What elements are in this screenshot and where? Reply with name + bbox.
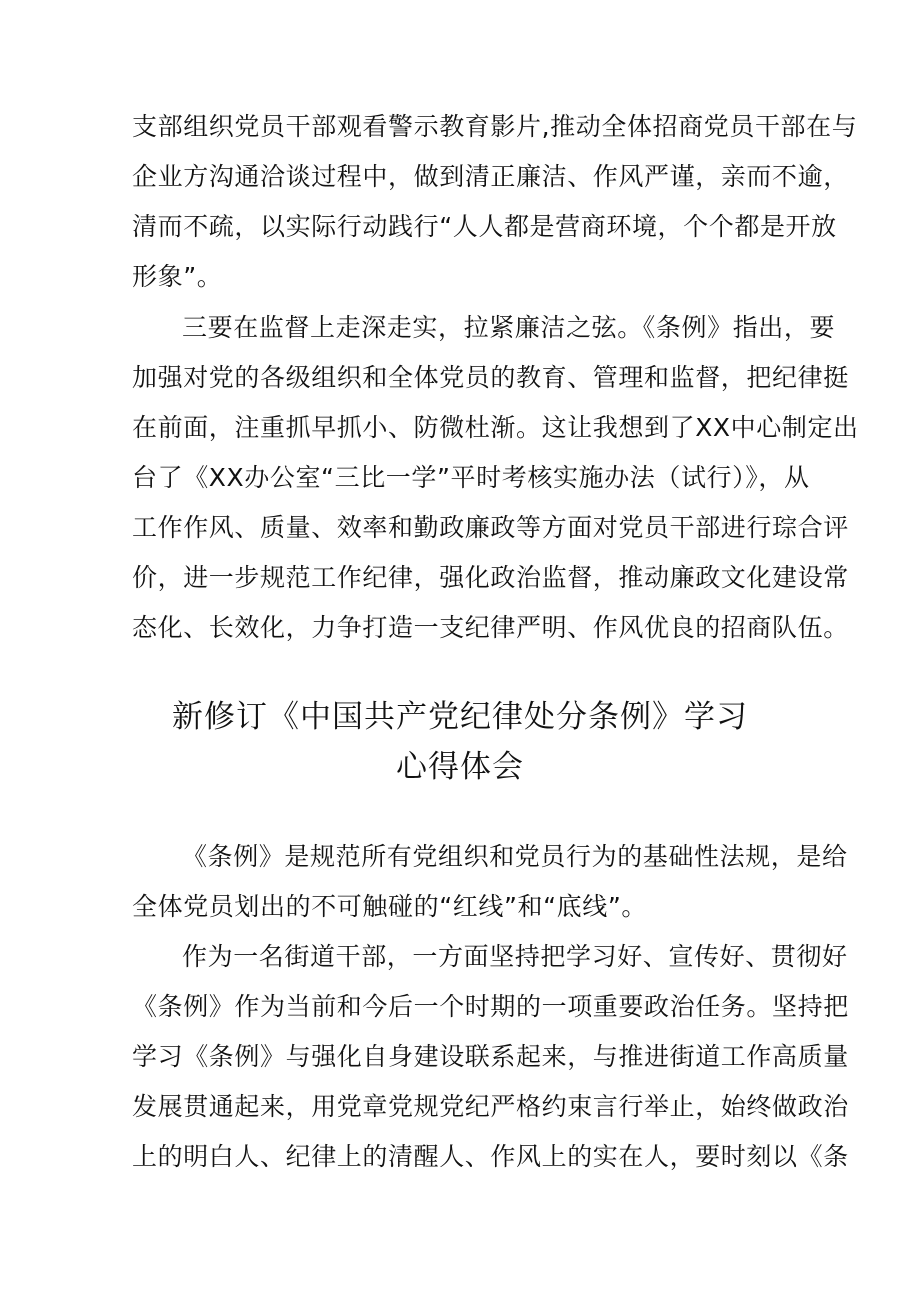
paragraph-4-line-1: 作为一名街道干部，一方面坚持把学习好、宣传好、贯彻好	[182, 942, 848, 971]
paragraph-2-line-7: 态化、长效化，力争打造一支纪律严明、作风优良的招商队伍。	[132, 613, 849, 642]
paragraph-2-line-4: 台了《XX办公室“三比一学”平时考核实施办法（试行）》，从	[132, 463, 810, 492]
paragraph-2-line-1: 三要在监督上走深走实，拉紧廉洁之弦。《条例》指出，要	[182, 313, 836, 342]
paragraph-4-line-2: 《条例》作为当前和今后一个时期的一项重要政治任务。坚持把	[132, 992, 849, 1021]
paragraph-2-line-2: 加强对党的各级组织和全体党员的教育、管理和监督，把纪律挺	[132, 363, 849, 392]
paragraph-4-line-4: 发展贯通起来，用党章党规党纪严格约束言行举止，始终做政治	[132, 1092, 849, 1121]
article-title-line-2: 心得体会	[396, 749, 524, 785]
paragraph-3-line-2: 全体党员划出的不可触碰的“红线”和“底线”。	[132, 892, 648, 921]
paragraph-4-line-3: 学习《条例》与强化自身建设联系起来，与推进街道工作高质量	[132, 1042, 849, 1071]
paragraph-2-line-6: 价，进一步规范工作纪律，强化政治监督，推动廉政文化建设常	[132, 563, 849, 592]
paragraph-2-line-5: 工作作风、质量、效率和勤政廉政等方面对党员干部进行琮合评	[132, 513, 849, 542]
paragraph-4-line-5: 上的明白人、纪律上的清醒人、作风上的实在人，要时刻以《条	[132, 1142, 849, 1171]
paragraph-1-line-2: 企业方沟通洽谈过程中，做到清正廉洁、作风严谨，亲而不逾，	[132, 162, 849, 191]
article-title-line-1: 新修订《中国共产党纪律处分条例》学习	[172, 699, 748, 735]
paragraph-1-line-4: 形象”。	[132, 262, 223, 291]
paragraph-2-line-3: 在前面，注重抓早抓小、防微杜渐。这让我想到了XX中心制定出	[132, 413, 859, 442]
paragraph-1-line-1: 支部组织党员干部观看警示教育影片,推动全体招商党员干部在与	[132, 112, 858, 141]
paragraph-3-line-1: 《条例》是规范所有党组织和党员行为的基础性法规，是给	[182, 842, 848, 871]
paragraph-1-line-3: 清而不疏，以实际行动践行“人人都是营商环境，个个都是开放	[132, 212, 837, 241]
